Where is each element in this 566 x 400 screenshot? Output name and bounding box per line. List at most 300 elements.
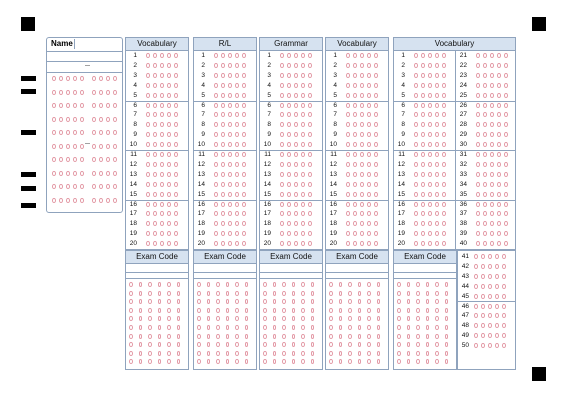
exam-code-bubble[interactable] xyxy=(282,351,286,356)
answer-bubble[interactable] xyxy=(308,192,312,197)
exam-code-bubble[interactable] xyxy=(273,334,277,339)
id-bubble[interactable] xyxy=(113,76,117,81)
id-bubble[interactable] xyxy=(99,184,103,189)
exam-code-bubble[interactable] xyxy=(129,291,133,296)
exam-code-bubble[interactable] xyxy=(177,351,181,356)
answer-bubble[interactable] xyxy=(221,202,225,207)
exam-code-bubble[interactable] xyxy=(129,342,133,347)
exam-code-bubble[interactable] xyxy=(216,299,220,304)
answer-bubble[interactable] xyxy=(442,93,446,98)
id-bubble[interactable] xyxy=(99,130,103,135)
answer-bubble[interactable] xyxy=(483,53,487,58)
answer-bubble[interactable] xyxy=(160,53,164,58)
answer-bubble[interactable] xyxy=(360,152,364,157)
answer-bubble[interactable] xyxy=(353,112,357,117)
answer-bubble[interactable] xyxy=(353,172,357,177)
id-bubble[interactable] xyxy=(80,103,84,108)
answer-bubble[interactable] xyxy=(160,221,164,226)
exam-code-bubble[interactable] xyxy=(416,308,420,313)
answer-bubble[interactable] xyxy=(242,172,246,177)
exam-code-bubble[interactable] xyxy=(167,299,171,304)
answer-bubble[interactable] xyxy=(504,202,508,207)
exam-code-bubble[interactable] xyxy=(226,359,230,364)
exam-code-bubble[interactable] xyxy=(416,334,420,339)
answer-bubble[interactable] xyxy=(346,202,350,207)
answer-bubble[interactable] xyxy=(488,343,492,348)
answer-bubble[interactable] xyxy=(367,231,371,236)
exam-code-bubble[interactable] xyxy=(339,291,343,296)
id-bubble[interactable] xyxy=(80,130,84,135)
answer-bubble[interactable] xyxy=(228,152,232,157)
answer-bubble[interactable] xyxy=(495,304,499,309)
answer-bubble[interactable] xyxy=(502,333,506,338)
exam-code-bubble[interactable] xyxy=(129,316,133,321)
answer-bubble[interactable] xyxy=(214,112,218,117)
answer-bubble[interactable] xyxy=(367,211,371,216)
exam-code-bubble[interactable] xyxy=(148,342,152,347)
exam-code-bubble[interactable] xyxy=(301,325,305,330)
exam-code-bubble[interactable] xyxy=(348,282,352,287)
answer-bubble[interactable] xyxy=(360,63,364,68)
answer-bubble[interactable] xyxy=(228,103,232,108)
answer-bubble[interactable] xyxy=(174,63,178,68)
exam-code-bubble[interactable] xyxy=(263,334,267,339)
id-bubble[interactable] xyxy=(106,198,110,203)
id-bubble[interactable] xyxy=(59,117,63,122)
exam-code-bubble[interactable] xyxy=(167,316,171,321)
exam-code-bubble[interactable] xyxy=(197,342,201,347)
exam-code-bubble[interactable] xyxy=(129,308,133,313)
id-bubble[interactable] xyxy=(59,130,63,135)
exam-code-bubble[interactable] xyxy=(207,299,211,304)
answer-bubble[interactable] xyxy=(476,182,480,187)
answer-bubble[interactable] xyxy=(495,294,499,299)
answer-bubble[interactable] xyxy=(242,162,246,167)
exam-code-bubble[interactable] xyxy=(377,299,381,304)
answer-bubble[interactable] xyxy=(367,142,371,147)
answer-bubble[interactable] xyxy=(483,182,487,187)
answer-bubble[interactable] xyxy=(346,73,350,78)
answer-bubble[interactable] xyxy=(360,132,364,137)
answer-bubble[interactable] xyxy=(153,192,157,197)
answer-bubble[interactable] xyxy=(483,162,487,167)
answer-bubble[interactable] xyxy=(414,63,418,68)
exam-code-bubble[interactable] xyxy=(301,291,305,296)
exam-code-bubble[interactable] xyxy=(139,325,143,330)
answer-bubble[interactable] xyxy=(483,202,487,207)
answer-bubble[interactable] xyxy=(346,53,350,58)
answer-bubble[interactable] xyxy=(146,93,150,98)
id-bubble[interactable] xyxy=(80,198,84,203)
answer-bubble[interactable] xyxy=(442,152,446,157)
answer-bubble[interactable] xyxy=(221,211,225,216)
answer-bubble[interactable] xyxy=(146,202,150,207)
exam-code-bubble[interactable] xyxy=(426,342,430,347)
answer-bubble[interactable] xyxy=(497,63,501,68)
answer-bubble[interactable] xyxy=(280,73,284,78)
exam-code-bubble[interactable] xyxy=(329,299,333,304)
answer-bubble[interactable] xyxy=(146,132,150,137)
answer-bubble[interactable] xyxy=(442,132,446,137)
answer-bubble[interactable] xyxy=(160,192,164,197)
answer-bubble[interactable] xyxy=(360,53,364,58)
answer-bubble[interactable] xyxy=(490,63,494,68)
exam-code-bubble[interactable] xyxy=(329,291,333,296)
exam-code-bubble[interactable] xyxy=(435,334,439,339)
answer-bubble[interactable] xyxy=(483,93,487,98)
answer-bubble[interactable] xyxy=(221,103,225,108)
answer-bubble[interactable] xyxy=(360,112,364,117)
answer-bubble[interactable] xyxy=(353,162,357,167)
answer-bubble[interactable] xyxy=(235,152,239,157)
answer-bubble[interactable] xyxy=(476,142,480,147)
answer-bubble[interactable] xyxy=(146,182,150,187)
answer-bubble[interactable] xyxy=(308,73,312,78)
answer-bubble[interactable] xyxy=(294,73,298,78)
answer-bubble[interactable] xyxy=(294,172,298,177)
exam-code-bubble[interactable] xyxy=(407,316,411,321)
id-bubble[interactable] xyxy=(99,103,103,108)
answer-bubble[interactable] xyxy=(294,122,298,127)
exam-code-bubble[interactable] xyxy=(301,359,305,364)
answer-bubble[interactable] xyxy=(414,93,418,98)
answer-bubble[interactable] xyxy=(504,112,508,117)
answer-bubble[interactable] xyxy=(146,231,150,236)
id-bubble[interactable] xyxy=(106,184,110,189)
exam-code-bubble[interactable] xyxy=(329,351,333,356)
id-bubble[interactable] xyxy=(80,157,84,162)
exam-code-bubble[interactable] xyxy=(311,299,315,304)
exam-code-bubble[interactable] xyxy=(292,316,296,321)
answer-bubble[interactable] xyxy=(308,182,312,187)
answer-bubble[interactable] xyxy=(346,142,350,147)
answer-bubble[interactable] xyxy=(346,231,350,236)
answer-bubble[interactable] xyxy=(476,93,480,98)
answer-bubble[interactable] xyxy=(346,103,350,108)
answer-bubble[interactable] xyxy=(476,241,480,246)
answer-bubble[interactable] xyxy=(221,241,225,246)
answer-bubble[interactable] xyxy=(167,152,171,157)
answer-bubble[interactable] xyxy=(360,231,364,236)
exam-code-bubble[interactable] xyxy=(226,334,230,339)
answer-bubble[interactable] xyxy=(497,112,501,117)
exam-code-bubble[interactable] xyxy=(377,282,381,287)
exam-code-bubble[interactable] xyxy=(273,325,277,330)
answer-bubble[interactable] xyxy=(435,132,439,137)
answer-bubble[interactable] xyxy=(483,142,487,147)
exam-code-bubble[interactable] xyxy=(426,291,430,296)
exam-code-bubble[interactable] xyxy=(129,325,133,330)
exam-code-bubble[interactable] xyxy=(292,299,296,304)
id-bubble[interactable] xyxy=(52,198,56,203)
answer-bubble[interactable] xyxy=(421,202,425,207)
answer-bubble[interactable] xyxy=(374,162,378,167)
answer-bubble[interactable] xyxy=(476,83,480,88)
answer-bubble[interactable] xyxy=(490,202,494,207)
exam-code-bubble[interactable] xyxy=(273,299,277,304)
answer-bubble[interactable] xyxy=(221,142,225,147)
exam-code-bubble[interactable] xyxy=(407,299,411,304)
answer-bubble[interactable] xyxy=(502,343,506,348)
answer-bubble[interactable] xyxy=(481,313,485,318)
exam-code-bubble[interactable] xyxy=(139,282,143,287)
answer-bubble[interactable] xyxy=(490,211,494,216)
answer-bubble[interactable] xyxy=(497,162,501,167)
exam-code-bubble[interactable] xyxy=(207,351,211,356)
exam-code-bubble[interactable] xyxy=(367,351,371,356)
id-bubble[interactable] xyxy=(66,198,70,203)
answer-bubble[interactable] xyxy=(174,122,178,127)
answer-bubble[interactable] xyxy=(346,162,350,167)
answer-bubble[interactable] xyxy=(367,122,371,127)
answer-bubble[interactable] xyxy=(287,112,291,117)
answer-bubble[interactable] xyxy=(414,112,418,117)
exam-code-bubble[interactable] xyxy=(158,291,162,296)
exam-code-bubble[interactable] xyxy=(358,291,362,296)
answer-bubble[interactable] xyxy=(421,142,425,147)
exam-code-bubble[interactable] xyxy=(216,334,220,339)
answer-bubble[interactable] xyxy=(214,172,218,177)
answer-bubble[interactable] xyxy=(504,142,508,147)
exam-code-bubble[interactable] xyxy=(311,334,315,339)
answer-bubble[interactable] xyxy=(488,294,492,299)
answer-bubble[interactable] xyxy=(280,112,284,117)
answer-bubble[interactable] xyxy=(301,112,305,117)
answer-bubble[interactable] xyxy=(235,53,239,58)
answer-bubble[interactable] xyxy=(280,192,284,197)
answer-bubble[interactable] xyxy=(488,284,492,289)
answer-bubble[interactable] xyxy=(153,152,157,157)
answer-bubble[interactable] xyxy=(146,142,150,147)
exam-code-bubble[interactable] xyxy=(445,308,449,313)
exam-code-bubble[interactable] xyxy=(445,299,449,304)
answer-bubble[interactable] xyxy=(442,231,446,236)
answer-bubble[interactable] xyxy=(242,93,246,98)
exam-code-bubble[interactable] xyxy=(435,325,439,330)
exam-code-bubble[interactable] xyxy=(435,351,439,356)
id-bubble[interactable] xyxy=(113,171,117,176)
exam-code-bubble[interactable] xyxy=(177,359,181,364)
answer-bubble[interactable] xyxy=(235,142,239,147)
exam-code-bubble[interactable] xyxy=(377,291,381,296)
answer-bubble[interactable] xyxy=(476,63,480,68)
exam-code-bubble[interactable] xyxy=(407,342,411,347)
answer-bubble[interactable] xyxy=(495,284,499,289)
answer-bubble[interactable] xyxy=(428,73,432,78)
answer-bubble[interactable] xyxy=(294,162,298,167)
exam-code-bubble[interactable] xyxy=(311,308,315,313)
answer-bubble[interactable] xyxy=(308,211,312,216)
exam-code-bubble[interactable] xyxy=(416,351,420,356)
exam-code-bubble[interactable] xyxy=(167,351,171,356)
answer-bubble[interactable] xyxy=(174,83,178,88)
answer-bubble[interactable] xyxy=(374,182,378,187)
answer-bubble[interactable] xyxy=(502,323,506,328)
answer-bubble[interactable] xyxy=(242,221,246,226)
exam-code-bubble[interactable] xyxy=(329,325,333,330)
answer-bubble[interactable] xyxy=(346,211,350,216)
exam-code-bubble[interactable] xyxy=(292,334,296,339)
exam-code-bubble[interactable] xyxy=(226,291,230,296)
id-bubble[interactable] xyxy=(106,144,110,149)
exam-code-bubble[interactable] xyxy=(282,359,286,364)
answer-bubble[interactable] xyxy=(481,294,485,299)
answer-bubble[interactable] xyxy=(497,182,501,187)
exam-code-bubble[interactable] xyxy=(226,282,230,287)
answer-bubble[interactable] xyxy=(242,112,246,117)
exam-code-bubble[interactable] xyxy=(311,282,315,287)
answer-bubble[interactable] xyxy=(235,241,239,246)
id-bubble[interactable] xyxy=(92,184,96,189)
answer-bubble[interactable] xyxy=(294,142,298,147)
answer-bubble[interactable] xyxy=(174,162,178,167)
answer-bubble[interactable] xyxy=(483,83,487,88)
answer-bubble[interactable] xyxy=(228,192,232,197)
exam-code-bubble[interactable] xyxy=(397,334,401,339)
answer-bubble[interactable] xyxy=(353,211,357,216)
exam-code-bubble[interactable] xyxy=(407,351,411,356)
exam-code-bubble[interactable] xyxy=(311,316,315,321)
id-bubble[interactable] xyxy=(52,144,56,149)
exam-code-bubble[interactable] xyxy=(435,342,439,347)
exam-code-bubble[interactable] xyxy=(158,282,162,287)
answer-bubble[interactable] xyxy=(160,63,164,68)
answer-bubble[interactable] xyxy=(474,294,478,299)
answer-bubble[interactable] xyxy=(153,53,157,58)
answer-bubble[interactable] xyxy=(280,221,284,226)
name-field[interactable] xyxy=(74,39,123,49)
exam-code-bubble[interactable] xyxy=(358,342,362,347)
answer-bubble[interactable] xyxy=(167,112,171,117)
answer-bubble[interactable] xyxy=(476,73,480,78)
answer-bubble[interactable] xyxy=(353,93,357,98)
id-bubble[interactable] xyxy=(106,171,110,176)
answer-bubble[interactable] xyxy=(214,192,218,197)
answer-bubble[interactable] xyxy=(353,132,357,137)
answer-bubble[interactable] xyxy=(435,63,439,68)
exam-code-bubble[interactable] xyxy=(339,342,343,347)
id-bubble[interactable] xyxy=(66,117,70,122)
answer-bubble[interactable] xyxy=(435,162,439,167)
answer-bubble[interactable] xyxy=(228,172,232,177)
exam-code-bubble[interactable] xyxy=(426,359,430,364)
answer-bubble[interactable] xyxy=(235,132,239,137)
answer-bubble[interactable] xyxy=(228,63,232,68)
answer-bubble[interactable] xyxy=(421,172,425,177)
exam-code-bubble[interactable] xyxy=(426,316,430,321)
answer-bubble[interactable] xyxy=(367,63,371,68)
answer-bubble[interactable] xyxy=(174,73,178,78)
exam-code-bubble[interactable] xyxy=(245,299,249,304)
answer-bubble[interactable] xyxy=(301,202,305,207)
id-bubble[interactable] xyxy=(92,130,96,135)
exam-code-bubble[interactable] xyxy=(397,359,401,364)
exam-code-bubble[interactable] xyxy=(339,316,343,321)
answer-bubble[interactable] xyxy=(367,132,371,137)
answer-bubble[interactable] xyxy=(414,231,418,236)
answer-bubble[interactable] xyxy=(294,63,298,68)
answer-bubble[interactable] xyxy=(483,63,487,68)
answer-bubble[interactable] xyxy=(474,264,478,269)
answer-bubble[interactable] xyxy=(174,103,178,108)
exam-code-bubble[interactable] xyxy=(139,351,143,356)
id-bubble[interactable] xyxy=(80,117,84,122)
exam-code-bubble[interactable] xyxy=(226,308,230,313)
answer-bubble[interactable] xyxy=(442,221,446,226)
exam-code-bubble[interactable] xyxy=(339,351,343,356)
exam-code-bubble[interactable] xyxy=(207,325,211,330)
exam-code-bubble[interactable] xyxy=(367,359,371,364)
answer-bubble[interactable] xyxy=(280,182,284,187)
exam-code-bubble[interactable] xyxy=(245,342,249,347)
answer-bubble[interactable] xyxy=(435,53,439,58)
answer-bubble[interactable] xyxy=(414,221,418,226)
exam-code-bubble[interactable] xyxy=(292,359,296,364)
exam-code-bubble[interactable] xyxy=(197,291,201,296)
answer-bubble[interactable] xyxy=(301,221,305,226)
answer-bubble[interactable] xyxy=(214,103,218,108)
answer-bubble[interactable] xyxy=(374,63,378,68)
id-bubble[interactable] xyxy=(99,171,103,176)
exam-code-bubble[interactable] xyxy=(311,325,315,330)
id-bubble[interactable] xyxy=(73,171,77,176)
answer-bubble[interactable] xyxy=(442,192,446,197)
answer-bubble[interactable] xyxy=(428,103,432,108)
exam-code-bubble[interactable] xyxy=(158,308,162,313)
answer-bubble[interactable] xyxy=(490,182,494,187)
exam-code-bubble[interactable] xyxy=(377,308,381,313)
id-bubble[interactable] xyxy=(113,157,117,162)
exam-code-bubble[interactable] xyxy=(377,316,381,321)
answer-bubble[interactable] xyxy=(442,83,446,88)
answer-bubble[interactable] xyxy=(442,241,446,246)
id-bubble[interactable] xyxy=(59,76,63,81)
answer-bubble[interactable] xyxy=(280,63,284,68)
exam-code-bubble[interactable] xyxy=(292,282,296,287)
answer-bubble[interactable] xyxy=(287,231,291,236)
answer-bubble[interactable] xyxy=(476,202,480,207)
answer-bubble[interactable] xyxy=(435,172,439,177)
answer-bubble[interactable] xyxy=(504,162,508,167)
answer-bubble[interactable] xyxy=(495,343,499,348)
answer-bubble[interactable] xyxy=(428,112,432,117)
answer-bubble[interactable] xyxy=(167,73,171,78)
answer-bubble[interactable] xyxy=(287,162,291,167)
answer-bubble[interactable] xyxy=(502,284,506,289)
answer-bubble[interactable] xyxy=(421,103,425,108)
answer-bubble[interactable] xyxy=(308,231,312,236)
answer-bubble[interactable] xyxy=(428,53,432,58)
exam-code-bubble[interactable] xyxy=(226,342,230,347)
answer-bubble[interactable] xyxy=(504,132,508,137)
exam-code-bubble[interactable] xyxy=(129,351,133,356)
answer-bubble[interactable] xyxy=(360,211,364,216)
id-bubble[interactable] xyxy=(66,103,70,108)
answer-bubble[interactable] xyxy=(346,152,350,157)
answer-bubble[interactable] xyxy=(346,221,350,226)
answer-bubble[interactable] xyxy=(242,83,246,88)
answer-bubble[interactable] xyxy=(174,132,178,137)
id-bubble[interactable] xyxy=(113,103,117,108)
id-bubble[interactable] xyxy=(106,103,110,108)
id-bubble[interactable] xyxy=(59,171,63,176)
exam-code-bubble[interactable] xyxy=(397,299,401,304)
answer-bubble[interactable] xyxy=(483,73,487,78)
answer-bubble[interactable] xyxy=(504,122,508,127)
exam-code-bubble[interactable] xyxy=(348,351,352,356)
exam-code-bubble[interactable] xyxy=(367,325,371,330)
exam-code-bubble[interactable] xyxy=(445,342,449,347)
